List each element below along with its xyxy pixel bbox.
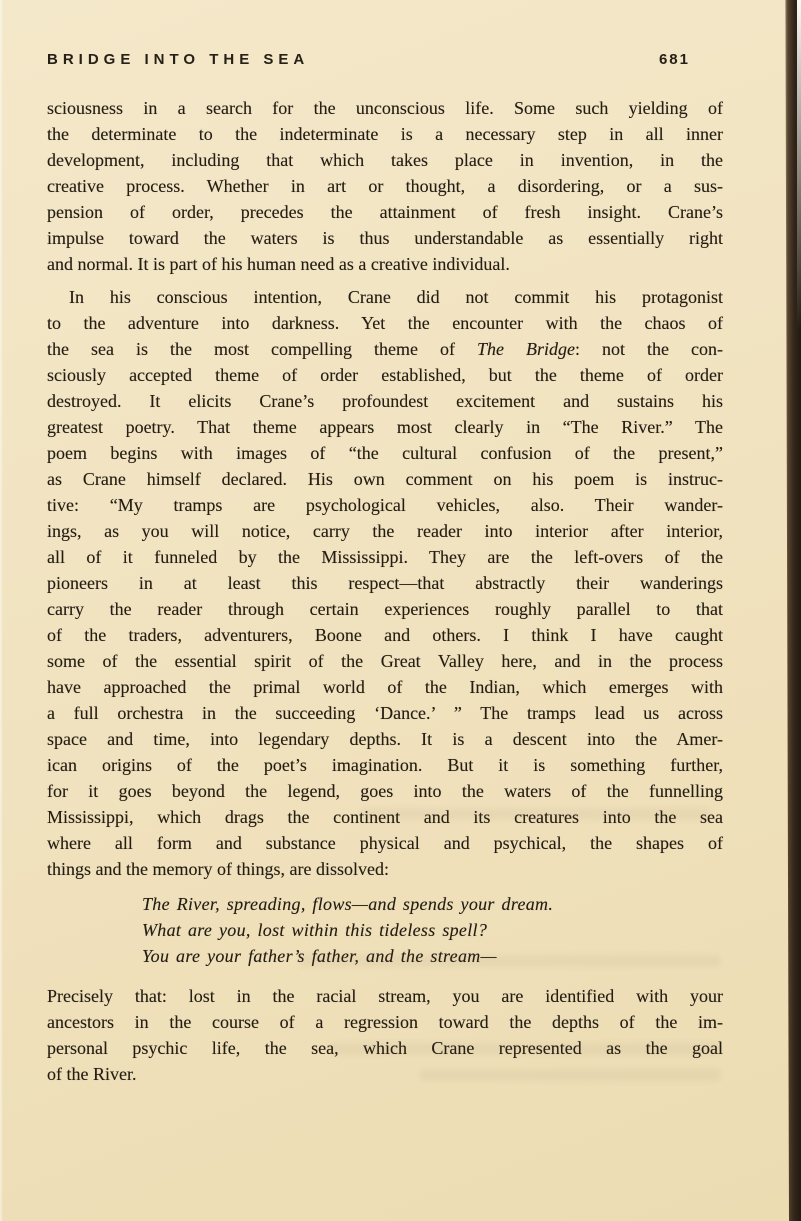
text-line: [47, 440, 723, 466]
page-number: 681: [658, 51, 690, 68]
text-line: [47, 778, 723, 804]
text-segment: Precisely that: lost in the racial stream, you are identified with your: [47, 986, 723, 1006]
text-segment: : not the con-: [575, 339, 723, 359]
bleed-through-ghosting: [330, 1043, 720, 1055]
text-segment: carry the reader through certain experiences roughly parallel to that: [47, 599, 723, 619]
text-segment: as Crane himself declared. His own comment on his poem is instruc-: [47, 469, 723, 489]
paragraph: [47, 284, 723, 882]
text-segment: development, including that which takes place in invention, in the: [47, 150, 723, 170]
text-line: [47, 388, 723, 414]
text-line: [47, 121, 723, 147]
text-segment: where all form and substance physical and psychical, the shapes of: [47, 833, 723, 853]
text-line: [47, 492, 723, 518]
text-line: [47, 251, 723, 277]
text-line: [47, 284, 723, 310]
text-segment: greatest poetry. That theme appears most clearly in “The River.” The: [47, 417, 723, 437]
running-header: [47, 51, 723, 68]
body-text: [47, 95, 723, 1094]
text-segment: the sea is the most compelling theme of: [47, 339, 477, 359]
text-segment: of the traders, adventurers, Boone and others. I think I have caught: [47, 625, 723, 645]
text-line: [47, 310, 723, 336]
text-segment: all of it funneled by the Mississippi. They are the left-overs of the: [47, 547, 723, 567]
text-segment: some of the essential spirit of the Great Valley here, and in the process: [47, 651, 723, 671]
text-line: [47, 1009, 723, 1035]
bleed-through-ghosting: [360, 808, 710, 820]
text-segment: pioneers in at least this respect—that abstractly their wanderings: [47, 573, 723, 593]
text-segment: ings, as you will notice, carry the reader into interior after interior,: [47, 521, 723, 541]
paragraph: [47, 95, 723, 277]
text-segment: things and the memory of things, are dissolved:: [47, 859, 389, 879]
text-segment: sciously accepted theme of order established, but the theme of order: [47, 365, 723, 385]
bleed-through-ghosting: [300, 955, 720, 967]
text-segment: tive: “My tramps are psychological vehicles, also. Their wander-: [47, 495, 723, 515]
text-line: [47, 95, 723, 121]
text-segment: and normal. It is part of his human need as a creative individual.: [47, 254, 510, 274]
running-header-title: BRIDGE INTO THE SEA: [47, 51, 310, 68]
text-line: [47, 414, 723, 440]
italic-book-title: The Bridge: [477, 339, 575, 359]
text-line: [47, 336, 723, 362]
text-segment: pension of order, precedes the attainment of fresh insight. Crane’s: [47, 202, 723, 222]
text-line: [47, 544, 723, 570]
text-segment: sciousness in a search for the unconscious life. Some such yielding of: [47, 98, 723, 118]
text-segment: space and time, into legendary depths. It is a descent into the Amer-: [47, 729, 723, 749]
poem-line: What are you, lost within this tideless spell?: [142, 920, 488, 940]
text-line: [47, 648, 723, 674]
text-line: [47, 570, 723, 596]
text-line: [47, 752, 723, 778]
text-line: [47, 674, 723, 700]
text-segment: ancestors in the course of a regression toward the depths of the im-: [47, 1012, 723, 1032]
text-segment: of the River.: [47, 1064, 137, 1084]
text-line: [47, 830, 723, 856]
text-line: [47, 700, 723, 726]
text-line: [47, 856, 723, 882]
text-segment: impulse toward the waters is thus understandable as essentially right: [47, 228, 723, 248]
text-segment: have approached the primal world of the Indian, which emerges with: [47, 677, 723, 697]
text-line: [47, 622, 723, 648]
text-line: [47, 726, 723, 752]
text-line: [47, 362, 723, 388]
poem-line: The River, spreading, flows—and spends your dream.: [142, 894, 554, 914]
text-line: [47, 596, 723, 622]
bleed-through-ghosting: [420, 1069, 720, 1081]
text-line: [47, 173, 723, 199]
text-segment: personal psychic life, the sea, which Crane represented as the goal: [47, 1038, 723, 1058]
text-segment: to the adventure into darkness. Yet the encounter with the chaos of: [47, 313, 723, 333]
text-line: [47, 518, 723, 544]
text-line: [47, 225, 723, 251]
text-segment: the determinate to the indeterminate is a necessary step in all inner: [47, 124, 723, 144]
scan-edge-white: [797, 0, 801, 330]
text-segment: a full orchestra in the succeeding ‘Dance.’ ” The tramps lead us across: [47, 703, 723, 723]
text-segment: ican origins of the poet’s imagination. But it is something further,: [47, 755, 723, 775]
text-segment: Mississippi, which drags the continent and its creatures into the sea: [47, 807, 723, 827]
page-left-edge: [0, 0, 3, 1221]
text-line: [47, 466, 723, 492]
text-segment: destroyed. It elicits Crane’s profoundest excitement and sustains his: [47, 391, 723, 411]
poem-line: You are your father’s father, and the stream—: [142, 946, 497, 966]
text-line: [47, 199, 723, 225]
text-segment: for it goes beyond the legend, goes into the waters of the funnelling: [47, 781, 723, 801]
text-segment: In his conscious intention, Crane did not commit his protagonist: [69, 287, 723, 307]
text-segment: creative process. Whether in art or thought, a disordering, or a sus-: [47, 176, 723, 196]
text-line: [47, 983, 723, 1009]
text-segment: poem begins with images of “the cultural confusion of the present,”: [47, 443, 723, 463]
text-line: [47, 147, 723, 173]
